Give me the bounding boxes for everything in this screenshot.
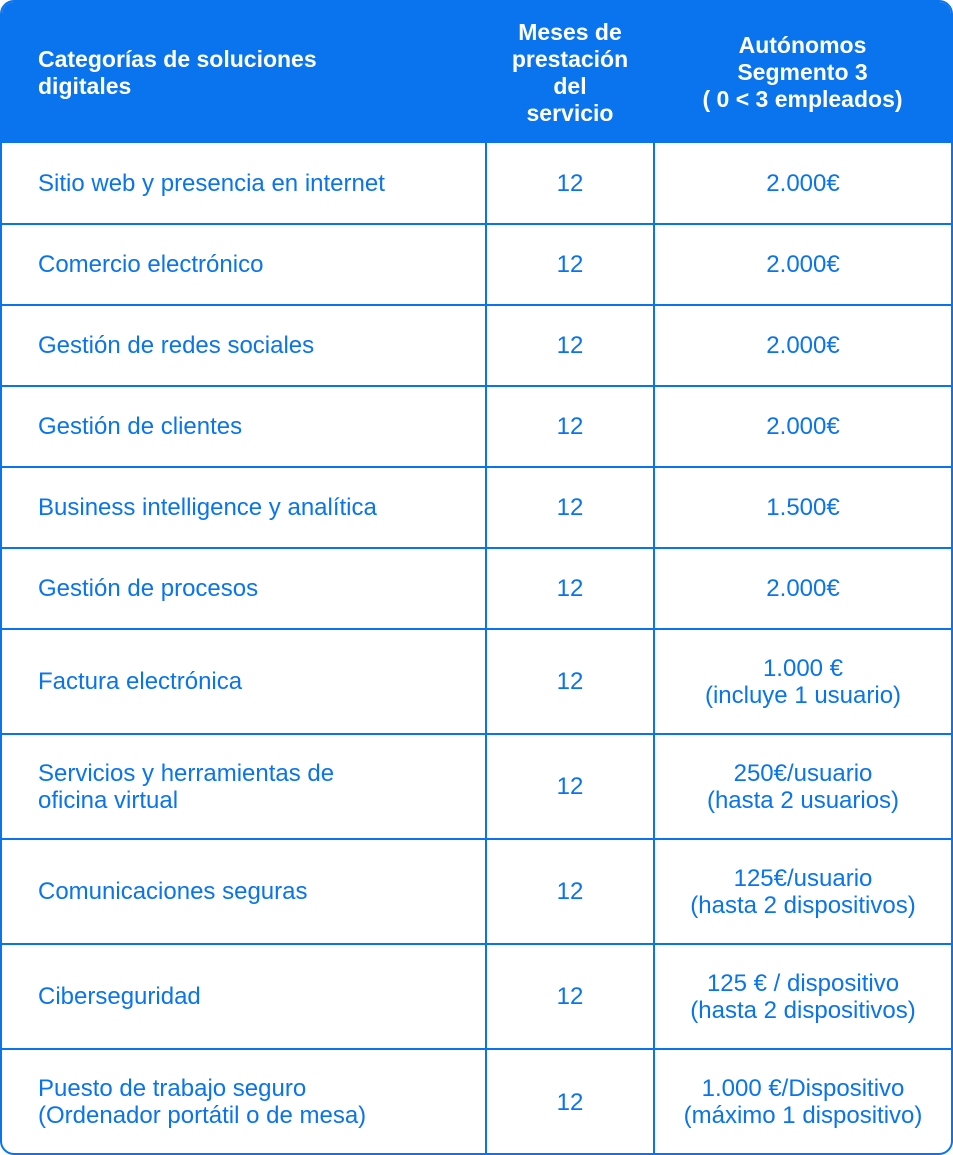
amount-cell: 125€/usuario (hasta 2 dispositivos) [654, 839, 951, 944]
category-cell: Puesto de trabajo seguro (Ordenador portátil o de mesa) [2, 1049, 486, 1154]
table-row [2, 839, 951, 944]
category-cell: Business intelligence y analítica [2, 467, 486, 548]
amount-cell: 2.000€ [654, 386, 951, 467]
category-cell: Factura electrónica [2, 629, 486, 734]
amount-cell: 2.000€ [654, 305, 951, 386]
table-row [2, 305, 951, 386]
table-row [2, 1049, 951, 1154]
header-categories: Categorías de soluciones digitales [2, 2, 486, 143]
table-row [2, 224, 951, 305]
table-row [2, 143, 951, 224]
months-cell: 12 [486, 629, 654, 734]
category-cell: Comercio electrónico [2, 224, 486, 305]
header-segment: Autónomos Segmento 3 ( 0 < 3 empleados) [654, 2, 951, 143]
months-cell: 12 [486, 944, 654, 1049]
table-body [2, 143, 951, 1154]
table-row [2, 944, 951, 1049]
amount-cell: 2.000€ [654, 143, 951, 224]
category-cell: Gestión de clientes [2, 386, 486, 467]
table-row [2, 629, 951, 734]
category-cell: Gestión de redes sociales [2, 305, 486, 386]
months-cell: 12 [486, 548, 654, 629]
months-cell: 12 [486, 305, 654, 386]
months-cell: 12 [486, 734, 654, 839]
table-row [2, 386, 951, 467]
months-cell: 12 [486, 143, 654, 224]
amount-cell: 2.000€ [654, 548, 951, 629]
category-cell: Gestión de procesos [2, 548, 486, 629]
pricing-table [2, 2, 951, 1154]
table-header [2, 2, 951, 143]
category-cell: Ciberseguridad [2, 944, 486, 1049]
months-cell: 12 [486, 1049, 654, 1154]
amount-cell: 250€/usuario (hasta 2 usuarios) [654, 734, 951, 839]
table-row [2, 548, 951, 629]
table-row [2, 734, 951, 839]
header-row [2, 2, 951, 143]
table-row [2, 467, 951, 548]
months-cell: 12 [486, 839, 654, 944]
category-cell: Sitio web y presencia en internet [2, 143, 486, 224]
amount-cell: 1.000 €/Dispositivo (máximo 1 dispositivo) [654, 1049, 951, 1154]
header-months: Meses de prestación del servicio [486, 2, 654, 143]
amount-cell: 125 € / dispositivo (hasta 2 dispositivos) [654, 944, 951, 1049]
amount-cell: 1.500€ [654, 467, 951, 548]
months-cell: 12 [486, 386, 654, 467]
amount-cell: 1.000 € (incluye 1 usuario) [654, 629, 951, 734]
category-cell: Servicios y herramientas de oficina virtual [2, 734, 486, 839]
amount-cell: 2.000€ [654, 224, 951, 305]
months-cell: 12 [486, 224, 654, 305]
category-cell: Comunicaciones seguras [2, 839, 486, 944]
months-cell: 12 [486, 467, 654, 548]
